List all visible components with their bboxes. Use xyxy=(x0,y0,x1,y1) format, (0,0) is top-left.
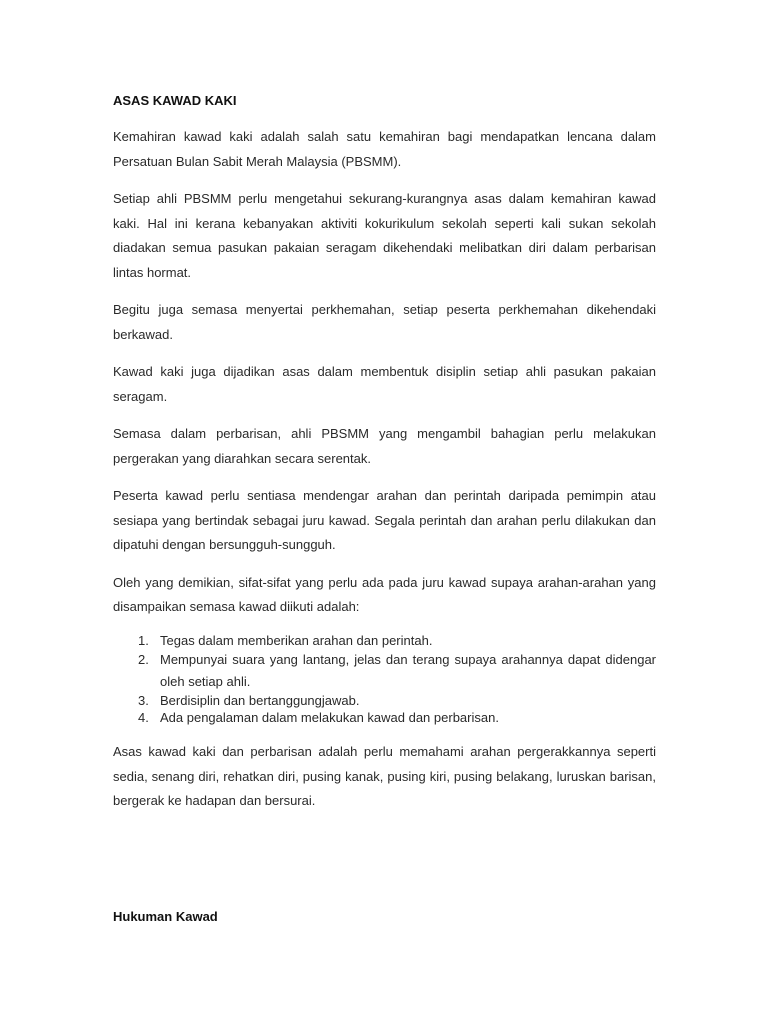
list-item-text: Ada pengalaman dalam melakukan kawad dan perbarisan. xyxy=(160,709,499,725)
list-item xyxy=(113,693,656,710)
paragraph-4: Kawad kaki juga dijadikan asas dalam membentuk disiplin setiap ahli pasukan pakaian seragam. xyxy=(113,364,656,404)
document-body xyxy=(113,93,656,827)
qualities-list xyxy=(113,633,656,727)
paragraph-3: Begitu juga semasa menyertai perkhemahan, setiap peserta perkhemahan dikehendaki berkawad. xyxy=(113,302,656,342)
paragraph-6: Peserta kawad perlu sentiasa mendengar arahan dan perintah daripada pemimpin atau sesiapa yang bertindak sebagai juru kawad. Segala perintah dan arahan perlu dilakukan dan dipatuhi dengan bersungguh-sungguh. xyxy=(113,488,656,552)
section-heading: Hukuman Kawad xyxy=(113,909,218,924)
list-item-text: Mempunyai suara yang lantang, jelas dan terang supaya arahannya dapat didengar oleh setiap ahli. xyxy=(160,652,656,689)
list-item xyxy=(113,649,656,693)
list-item xyxy=(113,633,656,650)
list-item-number: 3. xyxy=(138,693,149,708)
paragraph-2: Setiap ahli PBSMM perlu mengetahui sekurang-kurangnya asas dalam kemahiran kawad kaki. Hal ini kerana kebanyakan aktiviti kokurikulum sekolah seperti kali sukan sekolah diadakan semua pasukan pakaian seragam dikehendaki melibatkan diri dalam perbarisan lintas hormat. xyxy=(113,191,656,280)
closing-paragraph: Asas kawad kaki dan perbarisan adalah perlu memahami arahan pergerakkannya seperti sedia, senang diri, rehatkan diri, pusing kanak, pusing kiri, pusing belakang, luruskan barisan, bergerak ke hadapan dan bersurai. xyxy=(113,744,656,808)
page-title: ASAS KAWAD KAKI xyxy=(113,93,237,108)
list-item xyxy=(113,710,656,727)
paragraph-7: Oleh yang demikian, sifat-sifat yang perlu ada pada juru kawad supaya arahan-arahan yang disampaikan semasa kawad diikuti adalah: xyxy=(113,574,656,614)
list-item-text: Tegas dalam memberikan arahan dan perintah. xyxy=(160,632,433,648)
paragraph-5: Semasa dalam perbarisan, ahli PBSMM yang mengambil bahagian perlu melakukan pergerakan yang diarahkan secara serentak. xyxy=(113,426,656,466)
paragraph-1: Kemahiran kawad kaki adalah salah satu kemahiran bagi mendapatkan lencana dalam Persatuan Bulan Sabit Merah Malaysia (PBSMM). xyxy=(113,129,656,169)
list-item-number: 1. xyxy=(138,632,149,648)
list-item-number: 4. xyxy=(138,709,149,725)
list-item-number: 2. xyxy=(138,652,149,667)
list-item-text: Berdisiplin dan bertanggungjawab. xyxy=(160,693,360,708)
